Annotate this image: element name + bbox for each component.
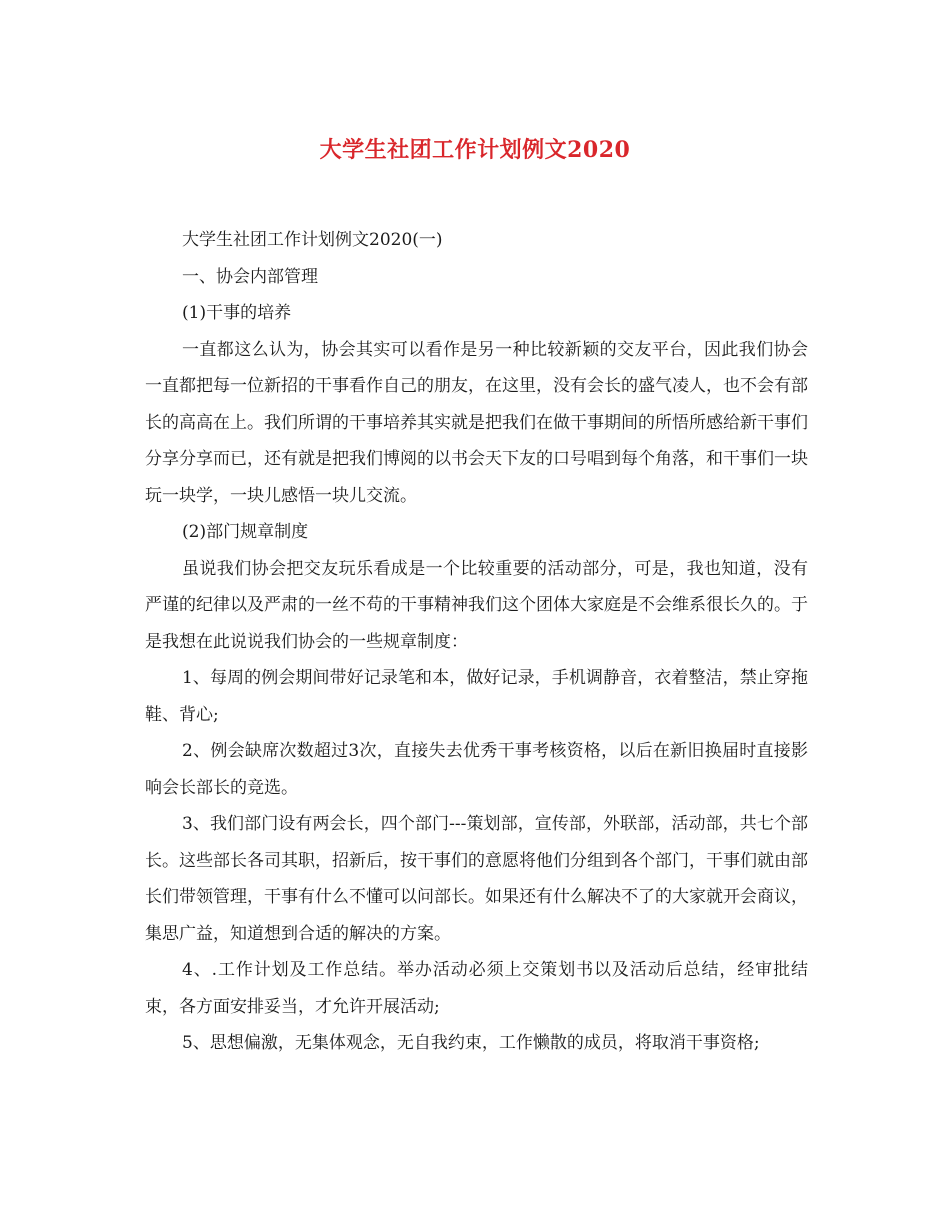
body-paragraph: 虽说我们协会把交友玩乐看成是一个比较重要的活动部分，可是，我也知道，没有严谨的纪律以及严肃的一丝不苟的干事精神我们这个团体大家庭是不会维系很长久的。于是我想在此说说我们协会的一些规章制度： xyxy=(145,558,808,652)
rule-item: 5、思想偏激，无集体观念，无自我约束，工作懒散的成员，将取消干事资格; xyxy=(182,1033,760,1053)
rule-item: 2、例会缺席次数超过3次，直接失去优秀干事考核资格，以后在新旧换届时直接影响会长部长的竞选。 xyxy=(145,741,808,798)
section-heading: 大学生社团工作计划例文2020(一) xyxy=(182,230,443,250)
document-title: 大学生社团工作计划例文2020 xyxy=(319,137,631,163)
subsection-heading: (2)部门规章制度 xyxy=(182,522,309,542)
rule-item: 1、每周的例会期间带好记录笔和本，做好记录，手机调静音，衣着整洁，禁止穿拖鞋、背心; xyxy=(145,668,808,725)
rule-item: 4、.工作计划及工作总结。举办活动必须上交策划书以及活动后总结，经审批结束，各方面安排妥当，才允许开展活动; xyxy=(145,960,808,1017)
section-heading: 一、协会内部管理 xyxy=(182,266,318,287)
body-paragraph: 一直都这么认为，协会其实可以看作是另一种比较新颖的交友平台，因此我们协会一直都把每一位新招的干事看作自己的朋友，在这里，没有会长的盛气凌人，也不会有部长的高高在上。我们所谓的干事培养其实就是把我们在做干事期间的所悟所感给新干事们分享分享而已，还有就是把我们博阅的以书会天下友的口号唱到每个角落，和干事们一块玩一块学，一块儿感悟一块儿交流。 xyxy=(145,339,808,506)
subsection-heading: (1)干事的培养 xyxy=(182,303,292,323)
rule-item: 3、我们部门设有两会长，四个部门---策划部，宣传部，外联部，活动部，共七个部长。这些部长各司其职，招新后，按干事们的意愿将他们分组到各个部门，干事们就由部长们带领管理，干事有什么不懂可以问部长。如果还有什么解决不了的大家就开会商议，集思广益，知道想到合适的解决的方案。 xyxy=(145,814,808,944)
document-body xyxy=(145,222,808,1062)
